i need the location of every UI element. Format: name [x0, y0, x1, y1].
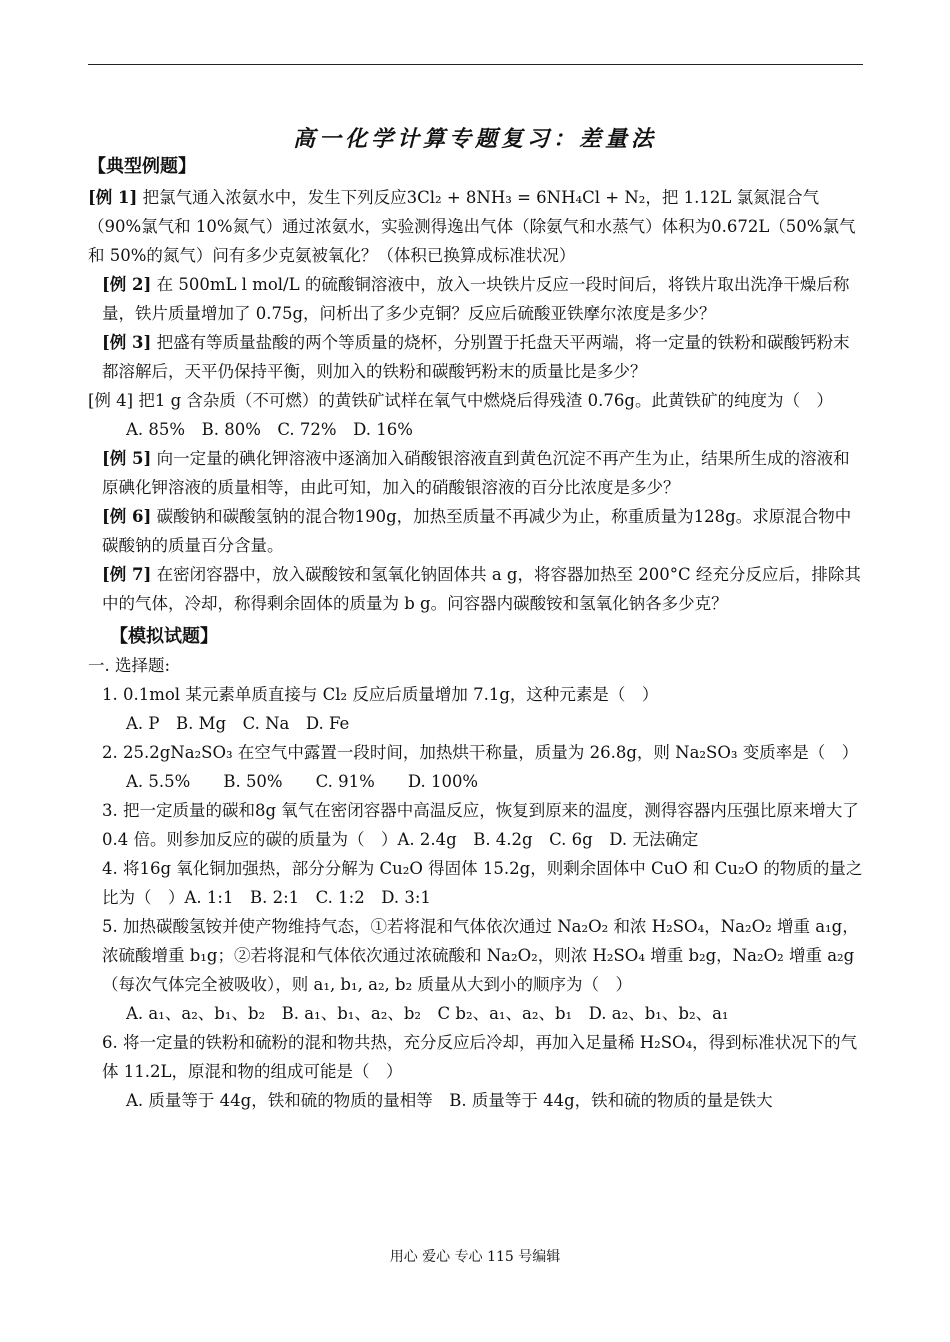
section-heading-examples: 【典型例题】 — [88, 156, 196, 177]
example-text: 在 500mL l mol/L 的硫酸铜溶液中，放入一块铁片反应一段时间后，将铁片取出洗净干燥后称量，铁片质量增加了 0.75g，问析出了多少克铜？反应后硫酸亚铁摩尔浓度是多少？ — [102, 275, 850, 323]
page-footer: 用心 爱心 专心 115 号编辑 — [389, 1249, 561, 1265]
section-heading-mock: 【模拟试题】 — [110, 626, 218, 647]
example-text: 碳酸钠和碳酸氢钠的混合物190g，加热至质量不再减少为止，称重质量为128g。求原混合物中碳酸钠的质量百分含量。 — [102, 507, 852, 555]
example-label: [例 3] — [102, 333, 152, 352]
example-1 — [88, 183, 863, 270]
example-2 — [88, 270, 863, 328]
example-6 — [88, 502, 863, 560]
page-title: 高一化学计算专题复习：差量法 — [292, 126, 657, 152]
example-text: 把氯气通入浓氨水中，发生下列反应3Cl₂ + 8NH₃ = 6NH₄Cl + N₂，把 1.12L 氯氮混合气（90%氯气和 10%氮气）通过浓氨水，实验测得逸出气体（除氨气和水蒸气）体积为0.672L（50%氯气和 50%的氮气）问有多少克氨被氧化？（体积已换算成标准状况） — [88, 188, 856, 265]
question-3-stem: 3. 把一定质量的碳和8g 氧气在密闭容器中高温反应，恢复到原来的温度，测得容器内压强比原来增大了 0.4 倍。则参加反应的碳的质量为（ ）A. 2.4g B. 4.2g C. 6g D. 无法确定 — [102, 801, 859, 849]
example-label: [例 2] — [102, 275, 152, 294]
example-text: 把1 g 含杂质（不可燃）的黄铁矿试样在氧气中燃烧后得残渣 0.76g。此黄铁矿的纯度为（ ） — [138, 391, 833, 410]
question-5-stem: 5. 加热碳酸氢铵并使产物维持气态，①若将混和气体依次通过 Na₂O₂ 和浓 H₂SO₄，Na₂O₂ 增重 a₁g，浓硫酸增重 b₁g；②若将混和气体依次通过浓硫酸和 Na₂O₂，则浓 H₂SO₄ 增重 b₂g，Na₂O₂ 增重 a₂g（每次气体完全被吸收），则 a₁, b₁, a₂, b₂ 质量从大到小的顺序为（ ） — [102, 917, 859, 994]
question-1-options: A. P B. Mg C. Na D. Fe — [126, 714, 350, 733]
example-text: 在密闭容器中，放入碳酸铵和氢氧化钠固体共 a g，将容器加热至 200°C 经充分反应后，排除其中的气体，冷却，称得剩余固体的质量为 b g。问容器内碳酸铵和氢氧化钠各多少克？ — [102, 565, 861, 613]
example-text: 向一定量的碘化钾溶液中逐滴加入硝酸银溶液直到黄色沉淀不再产生为止，结果所生成的溶液和原碘化钾溶液的质量相等，由此可知，加入的硝酸银溶液的百分比浓度是多少？ — [102, 449, 850, 497]
example-7 — [88, 560, 863, 618]
example-label: [例 7] — [102, 565, 152, 584]
question-5-options: A. a₁、a₂、b₁、b₂ B. a₁、b₁、a₂、b₂ C b₂、a₁、a₂、b₁ D. a₂、b₁、b₂、a₁ — [126, 1004, 729, 1023]
example-3 — [88, 328, 863, 386]
example-text: 把盛有等质量盐酸的两个等质量的烧杯，分别置于托盘天平两端，将一定量的铁粉和碳酸钙粉末都溶解后，天平仍保持平衡，则加入的铁粉和碳酸钙粉末的质量比是多少？ — [102, 333, 850, 381]
question-6-options: A. 质量等于 44g，铁和硫的物质的量相等 B. 质量等于 44g，铁和硫的物质的量是铁大 — [126, 1091, 773, 1110]
question-6-stem: 6. 将一定量的铁粉和硫粉的混和物共热，充分反应后冷却，再加入足量稀 H₂SO₄，得到标准状况下的气体 11.2L，原混和物的组成可能是（ ） — [102, 1033, 858, 1081]
header-rule — [88, 64, 863, 65]
example-4 — [88, 386, 863, 415]
example-label: [例 6] — [102, 507, 152, 526]
example-label: [例 4] — [88, 391, 134, 410]
question-2-stem: 2. 25.2gNa₂SO₃ 在空气中露置一段时间，加热烘干称量，质量为 26.8g，则 Na₂SO₃ 变质率是（ ） — [102, 743, 859, 762]
example-5 — [88, 444, 863, 502]
question-2-options: A. 5.5% B. 50% C. 91% D. 100% — [126, 772, 479, 791]
example-label: [例 5] — [102, 449, 152, 468]
example-4-options: A. 85% B. 80% C. 72% D. 16% — [126, 420, 413, 439]
question-4-stem: 4. 将16g 氧化铜加强热，部分分解为 Cu₂O 得固体 15.2g，则剩余固体中 CuO 和 Cu₂O 的物质的量之比为（ ）A. 1:1 B. 2:1 C. 1:2 D. 3:1 — [102, 859, 863, 907]
question-1-stem: 1. 0.1mol 某元素单质直接与 Cl₂ 反应后质量增加 7.1g，这种元素是（ ） — [102, 685, 659, 704]
example-label: [例 1] — [88, 188, 138, 207]
document-body — [88, 150, 863, 1115]
part-one-label: 一. 选择题: — [88, 656, 171, 675]
